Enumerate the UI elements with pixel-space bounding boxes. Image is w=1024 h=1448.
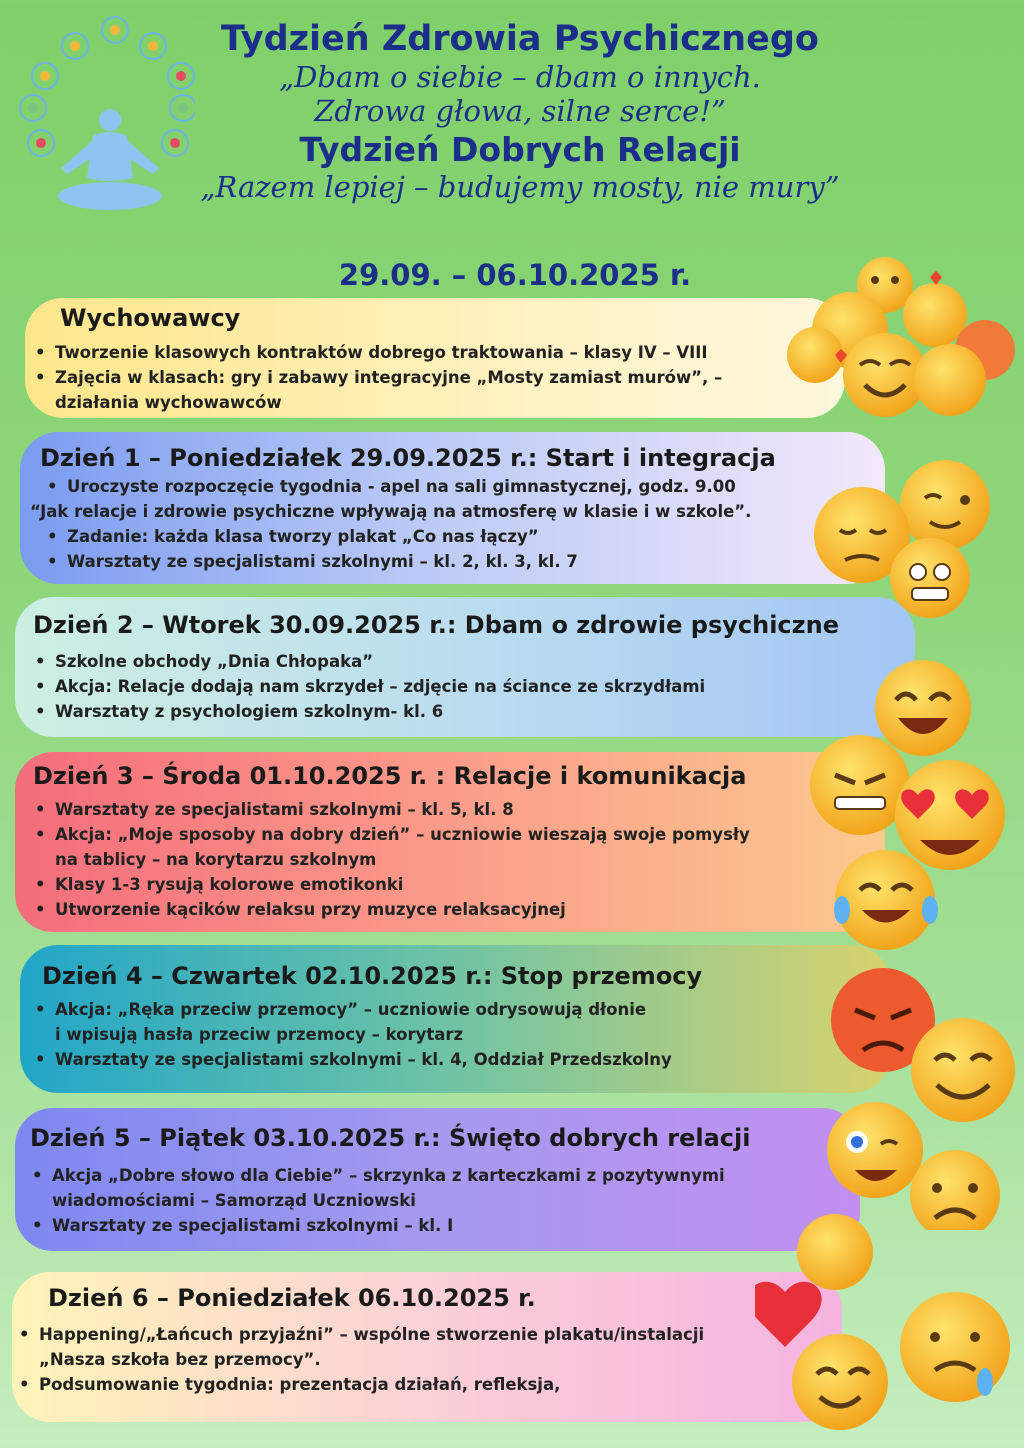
card-day-3 (15, 752, 885, 932)
header (150, 18, 890, 204)
list-item: • Zajęcia w klasach: gry i zabawy integracyjne „Mosty zamiast murów”, – (33, 365, 722, 390)
card-day-6 (12, 1272, 842, 1422)
list-item: • Akcja: „Moje sposoby na dobry dzień” – uczniowie wieszają swoje pomysły (33, 822, 750, 847)
card-day-5 (15, 1108, 860, 1251)
list-item: działania wychowawców (55, 393, 282, 412)
card-list (30, 474, 752, 574)
list-item: • Zadanie: każda klasa tworzy plakat „Co nas łączy” (45, 524, 751, 549)
list-item: • Akcja: Relacje dodają nam skrzydeł – zdjęcie na ściance ze skrzydłami (33, 674, 705, 699)
list-item: • Warsztaty ze specjalistami szkolnymi – kl. I (30, 1213, 725, 1238)
main-title: Tydzień Zdrowia Psychicznego (221, 19, 819, 59)
list-item: • Klasy 1-3 rysują kolorowe emotikonki (33, 872, 750, 897)
emoji-cluster-icon (775, 255, 1024, 430)
card-list (30, 1163, 725, 1238)
card-day-2 (15, 597, 915, 737)
motto-2: „Razem lepiej – budujemy mosty, nie mury” (200, 170, 840, 204)
card-day-4 (20, 945, 890, 1093)
list-item: • Happening/„Łańcuch przyjaźni” – wspólne stworzenie plakatu/instalacji (17, 1322, 704, 1347)
list-item: • Podsumowanie tygodnia: prezentacja działań, refleksja, (17, 1372, 704, 1397)
list-item: • Akcja „Dobre słowo dla Ciebie” – skrzynka z karteczkami z pozytywnymi (30, 1163, 725, 1188)
emoji-group-day3-icon (800, 735, 1024, 955)
card-title: Dzień 1 – Poniedziałek 29.09.2025 r.: Start i integracja (40, 444, 776, 472)
card-wychowawcy (25, 298, 845, 418)
card-title: Dzień 3 – Środa 01.10.2025 r. : Relacje i komunikacja (33, 762, 747, 790)
list-item: na tablicy – na korytarzu szkolnym (55, 850, 377, 869)
list-item: • Warsztaty ze specjalistami szkolnymi – kl. 2, kl. 3, kl. 7 (45, 549, 751, 574)
emoji-group-day1-icon (800, 460, 1000, 620)
list-item: „Nasza szkoła bez przemocy”. (39, 1350, 321, 1369)
motto-line-1: „Dbam o siebie – dbam o innych. (279, 60, 761, 94)
emoji-group-day5-icon (815, 1100, 1024, 1230)
list-item: • Tworzenie klasowych kontraktów dobrego traktowania – klasy IV – VIII (33, 340, 722, 365)
list-item: • Warsztaty z psychologiem szkolnym- kl. 6 (33, 699, 705, 724)
list-item: wiadomościami – Samorząd Uczniowski (52, 1191, 416, 1210)
date-range: 29.09. – 06.10.2025 r. (338, 258, 692, 292)
card-list (17, 1322, 704, 1397)
list-item: i wpisują hasła przeciw przemocy – korytarz (55, 1025, 464, 1044)
card-list (33, 340, 722, 415)
list-item: “Jak relacje i zdrowie psychiczne wpływają na atmosferę w klasie i w szkole”. (30, 502, 752, 521)
card-title: Wychowawcy (60, 304, 241, 332)
list-item: • Warsztaty ze specjalistami szkolnymi – kl. 5, kl. 8 (33, 797, 750, 822)
card-list (33, 797, 750, 922)
list-item: • Akcja: „Ręka przeciw przemocy” – uczniowie odrysowują dłonie (33, 997, 672, 1022)
list-item: • Warsztaty ze specjalistami szkolnymi – kl. 4, Oddział Przedszkolny (33, 1047, 672, 1072)
card-title: Dzień 4 – Czwartek 02.10.2025 r.: Stop przemocy (42, 962, 703, 990)
list-item: • Utworzenie kącików relaksu przy muzyce relaksacyjnej (33, 897, 750, 922)
motto-line-2: Zdrowa głowa, silne serce!” (314, 94, 726, 128)
card-title: Dzień 6 – Poniedziałek 06.10.2025 r. (48, 1284, 536, 1312)
card-day-1 (20, 432, 885, 584)
emoji-group-day6-icon (755, 1212, 1020, 1437)
card-list (33, 649, 705, 724)
second-title: Tydzień Dobrych Relacji (299, 130, 741, 169)
card-title: Dzień 5 – Piątek 03.10.2025 r.: Święto dobrych relacji (30, 1124, 751, 1152)
list-item: • Szkolne obchody „Dnia Chłopaka” (33, 649, 705, 674)
card-list (33, 997, 672, 1072)
list-item: • Uroczyste rozpoczęcie tygodnia - apel na sali gimnastycznej, godz. 9.00 (45, 474, 751, 499)
card-title: Dzień 2 – Wtorek 30.09.2025 r.: Dbam o zdrowie psychiczne (33, 611, 839, 639)
